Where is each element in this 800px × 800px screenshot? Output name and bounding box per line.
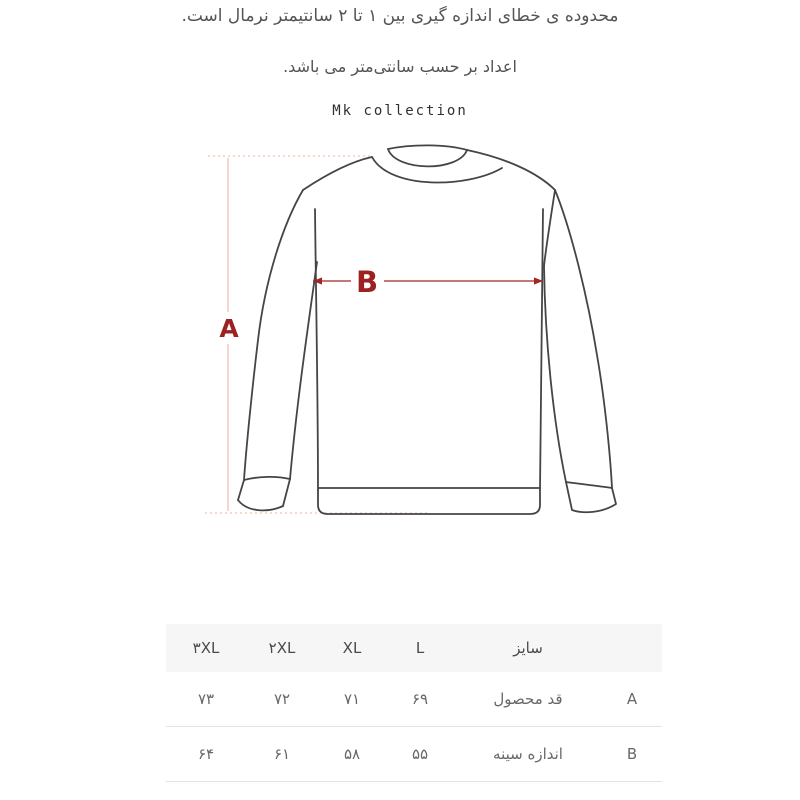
row-letter: A bbox=[626, 690, 638, 708]
value-2xl: ۷۲ bbox=[273, 690, 291, 708]
row-letter: B bbox=[626, 745, 638, 763]
right-side-seam bbox=[540, 209, 543, 490]
collar-outer bbox=[372, 157, 502, 183]
table-row-chest bbox=[166, 727, 662, 782]
value-l: ۵۵ bbox=[411, 745, 429, 763]
hem-band-bottom bbox=[318, 490, 540, 514]
left-cuff-bottom bbox=[238, 500, 283, 510]
header-col-2xl: ۲XL bbox=[268, 639, 296, 657]
header-size-label: سایز bbox=[513, 639, 543, 657]
chest-label-b: B bbox=[355, 265, 379, 299]
left-sleeve-inner bbox=[290, 262, 317, 479]
left-side-seam bbox=[315, 209, 318, 490]
value-xl: ۵۸ bbox=[343, 745, 361, 763]
right-shoulder bbox=[467, 150, 555, 190]
value-3xl: ۶۴ bbox=[197, 745, 215, 763]
measurement-tolerance-note: محدوده ی خطای اندازه گیری بین ۱ تا ۲ سانتیمتر نرمال است. bbox=[181, 6, 619, 26]
collar-top bbox=[388, 145, 467, 150]
right-armhole-seam bbox=[544, 190, 555, 266]
right-sleeve-outer bbox=[555, 190, 612, 488]
sweater-measurement-diagram bbox=[0, 130, 800, 600]
left-cuff-line bbox=[244, 477, 290, 480]
header-col-3xl: ۳XL bbox=[192, 639, 220, 657]
right-cuff-line bbox=[566, 482, 612, 488]
value-3xl: ۷۳ bbox=[197, 690, 215, 708]
table-row-length bbox=[166, 672, 662, 727]
row-label: اندازه سینه bbox=[493, 745, 563, 763]
value-l: ۶۹ bbox=[411, 690, 429, 708]
left-cuff-inner bbox=[283, 479, 290, 506]
sweater-outline bbox=[238, 145, 616, 514]
right-cuff bbox=[566, 482, 616, 512]
collar-inner bbox=[388, 149, 467, 166]
header-col-xl: XL bbox=[342, 639, 362, 657]
value-xl: ۷۱ bbox=[343, 690, 361, 708]
unit-note: اعداد بر حسب سانتی‌متر می باشد. bbox=[283, 57, 517, 76]
chest-dimension bbox=[313, 277, 543, 284]
right-sleeve-inner bbox=[544, 266, 566, 482]
left-shoulder bbox=[303, 157, 372, 190]
row-label: قد محصول bbox=[493, 690, 563, 708]
size-table-header bbox=[166, 624, 662, 672]
length-label-a: A bbox=[219, 314, 239, 343]
brand-name: Mk collection bbox=[332, 103, 468, 119]
header-col-l: L bbox=[415, 639, 425, 657]
value-2xl: ۶۱ bbox=[273, 745, 291, 763]
size-table bbox=[166, 624, 662, 782]
